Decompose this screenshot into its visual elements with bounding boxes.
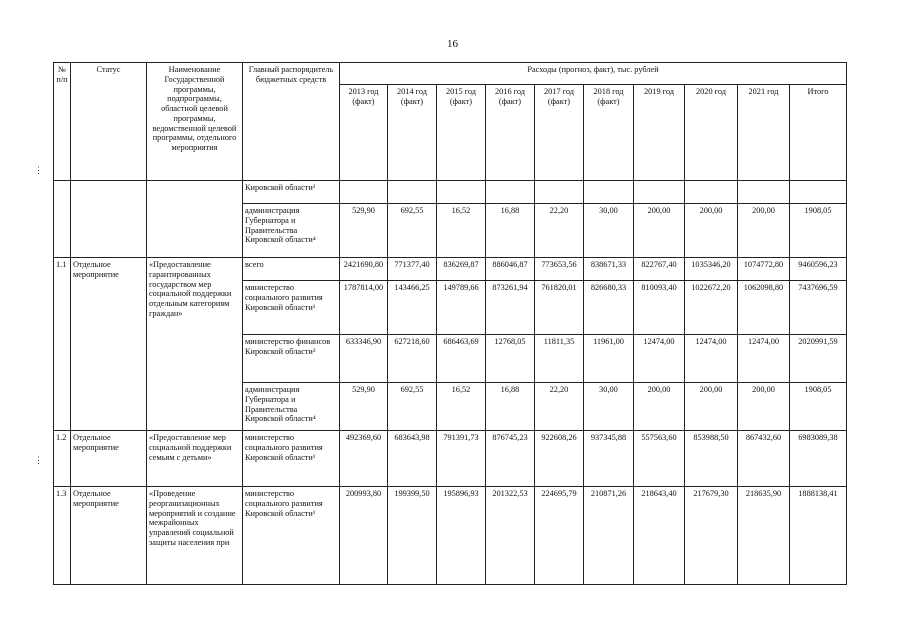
row-num: 1.3 — [54, 487, 71, 585]
value-cell: 867432,60 — [738, 431, 790, 487]
value-cell: 937345,88 — [584, 431, 634, 487]
value-cell: 692,55 — [388, 383, 437, 431]
value-cell: 838671,33 — [584, 258, 634, 281]
value-cell: 200,00 — [685, 383, 738, 431]
header-year: 2021 год — [738, 85, 790, 181]
value-cell: 200,00 — [634, 383, 685, 431]
value-cell: 876745,23 — [486, 431, 535, 487]
value-cell: 1022672,20 — [685, 281, 738, 335]
row-manager: администрация Губернатора и Правительства Кировской области⁴ — [243, 204, 340, 258]
row-manager: министерство социального развития Кировской области¹ — [243, 431, 340, 487]
value-cell: 692,55 — [388, 204, 437, 258]
header-year: Итого — [790, 85, 847, 181]
value-cell: 771377,40 — [388, 258, 437, 281]
value-cell: 853988,50 — [685, 431, 738, 487]
value-cell: 143466,25 — [388, 281, 437, 335]
row-name: «Предоставление мер социальной поддержки семьям с детьми» — [147, 431, 243, 487]
row-status: Отдельное мероприятие — [71, 258, 147, 431]
value-cell: 30,00 — [584, 383, 634, 431]
value-cell: 218635,90 — [738, 487, 790, 585]
row-manager: министерство финансов Кировской области² — [243, 335, 340, 383]
row-status: Отдельное мероприятие — [71, 487, 147, 585]
value-cell: 12474,00 — [634, 335, 685, 383]
value-cell: 791391,73 — [437, 431, 486, 487]
value-cell: 822767,40 — [634, 258, 685, 281]
value-cell: 7437696,59 — [790, 281, 847, 335]
value-cell: 16,88 — [486, 383, 535, 431]
value-cell: 11811,35 — [535, 335, 584, 383]
header-year: 2016 год (факт) — [486, 85, 535, 181]
header-num: № п/п — [54, 63, 71, 181]
value-cell: 2020991,59 — [790, 335, 847, 383]
table-row — [54, 487, 847, 585]
value-cell: 11961,00 — [584, 335, 634, 383]
value-cell: 224695,79 — [535, 487, 584, 585]
expenses-table — [53, 62, 847, 585]
row-name: «Предоставление гарантированных государством мер социальной поддержки отдельным категориям граждан» — [147, 258, 243, 431]
value-cell: 200993,80 — [340, 487, 388, 585]
value-cell: 761820,01 — [535, 281, 584, 335]
row-name — [147, 181, 243, 258]
page-number: 16 — [447, 38, 458, 50]
value-cell: 1787814,00 — [340, 281, 388, 335]
value-cell: 1888138,41 — [790, 487, 847, 585]
value-cell: 149789,66 — [437, 281, 486, 335]
header-year: 2014 год (факт) — [388, 85, 437, 181]
value-cell: 1074772,80 — [738, 258, 790, 281]
row-status — [71, 181, 147, 258]
row-manager: всего — [243, 258, 340, 281]
value-cell: 195896,93 — [437, 487, 486, 585]
header-manager: Главный распорядитель бюджетных средств — [243, 63, 340, 181]
value-cell: 12768,05 — [486, 335, 535, 383]
value-cell — [634, 181, 685, 204]
table-row — [54, 181, 847, 204]
value-cell: 9460596,23 — [790, 258, 847, 281]
value-cell: 773653,56 — [535, 258, 584, 281]
value-cell: 686463,69 — [437, 335, 486, 383]
row-manager: администрация Губернатора и Правительства Кировской области⁴ — [243, 383, 340, 431]
value-cell: 22,20 — [535, 204, 584, 258]
table-row — [54, 258, 847, 281]
margin-mark: ⋮ — [34, 165, 43, 175]
table-row — [54, 431, 847, 487]
header-year: 2013 год (факт) — [340, 85, 388, 181]
value-cell: 1908,05 — [790, 204, 847, 258]
value-cell: 557563,60 — [634, 431, 685, 487]
header-status: Статус — [71, 63, 147, 181]
value-cell: 873261,94 — [486, 281, 535, 335]
value-cell: 217679,30 — [685, 487, 738, 585]
value-cell: 22,20 — [535, 383, 584, 431]
value-cell: 218643,40 — [634, 487, 685, 585]
value-cell: 683643,98 — [388, 431, 437, 487]
header-year: 2020 год — [685, 85, 738, 181]
value-cell: 16,52 — [437, 204, 486, 258]
value-cell — [685, 181, 738, 204]
row-manager: министерство социального развития Кировской области¹ — [243, 487, 340, 585]
value-cell: 627218,60 — [388, 335, 437, 383]
value-cell: 200,00 — [634, 204, 685, 258]
value-cell — [535, 181, 584, 204]
header-program-name: Наименование Государственной программы, подпрограммы, областной целевой программы, ведомственной целевой программы, отдельного мероприятия — [147, 63, 243, 181]
value-cell: 1908,05 — [790, 383, 847, 431]
value-cell: 922608,26 — [535, 431, 584, 487]
value-cell: 201322,53 — [486, 487, 535, 585]
value-cell: 16,52 — [437, 383, 486, 431]
value-cell: 12474,00 — [738, 335, 790, 383]
value-cell: 16,88 — [486, 204, 535, 258]
row-num — [54, 181, 71, 258]
value-cell — [437, 181, 486, 204]
value-cell — [790, 181, 847, 204]
value-cell: 12474,00 — [685, 335, 738, 383]
value-cell — [584, 181, 634, 204]
header-year: 2017 год (факт) — [535, 85, 584, 181]
value-cell — [388, 181, 437, 204]
value-cell — [340, 181, 388, 204]
value-cell: 200,00 — [738, 383, 790, 431]
header-year: 2015 год (факт) — [437, 85, 486, 181]
value-cell: 492369,60 — [340, 431, 388, 487]
row-manager: министерство социального развития Кировской области¹ — [243, 281, 340, 335]
value-cell: 1035346,20 — [685, 258, 738, 281]
header-year: 2019 год — [634, 85, 685, 181]
value-cell: 30,00 — [584, 204, 634, 258]
value-cell: 529,90 — [340, 204, 388, 258]
value-cell: 210871,26 — [584, 487, 634, 585]
row-name: «Проведение реорганизационных мероприятий и создание межрайонных управлений социальной защиты населения при — [147, 487, 243, 585]
value-cell: 2421690,80 — [340, 258, 388, 281]
value-cell: 633346,90 — [340, 335, 388, 383]
row-manager: Кировской области² — [243, 181, 340, 204]
value-cell: 200,00 — [738, 204, 790, 258]
value-cell: 1062098,80 — [738, 281, 790, 335]
value-cell: 810093,40 — [634, 281, 685, 335]
value-cell: 886046,87 — [486, 258, 535, 281]
header-year: 2018 год (факт) — [584, 85, 634, 181]
row-num: 1.1 — [54, 258, 71, 431]
margin-mark: ⋮ — [34, 455, 43, 465]
value-cell: 529,90 — [340, 383, 388, 431]
value-cell: 199399,50 — [388, 487, 437, 585]
value-cell — [738, 181, 790, 204]
value-cell: 6983089,38 — [790, 431, 847, 487]
header-expenses: Расходы (прогноз, факт), тыс. рублей — [340, 63, 847, 85]
row-status: Отдельное мероприятие — [71, 431, 147, 487]
value-cell — [486, 181, 535, 204]
value-cell: 826680,33 — [584, 281, 634, 335]
value-cell: 200,00 — [685, 204, 738, 258]
value-cell: 836269,87 — [437, 258, 486, 281]
row-num: 1.2 — [54, 431, 71, 487]
